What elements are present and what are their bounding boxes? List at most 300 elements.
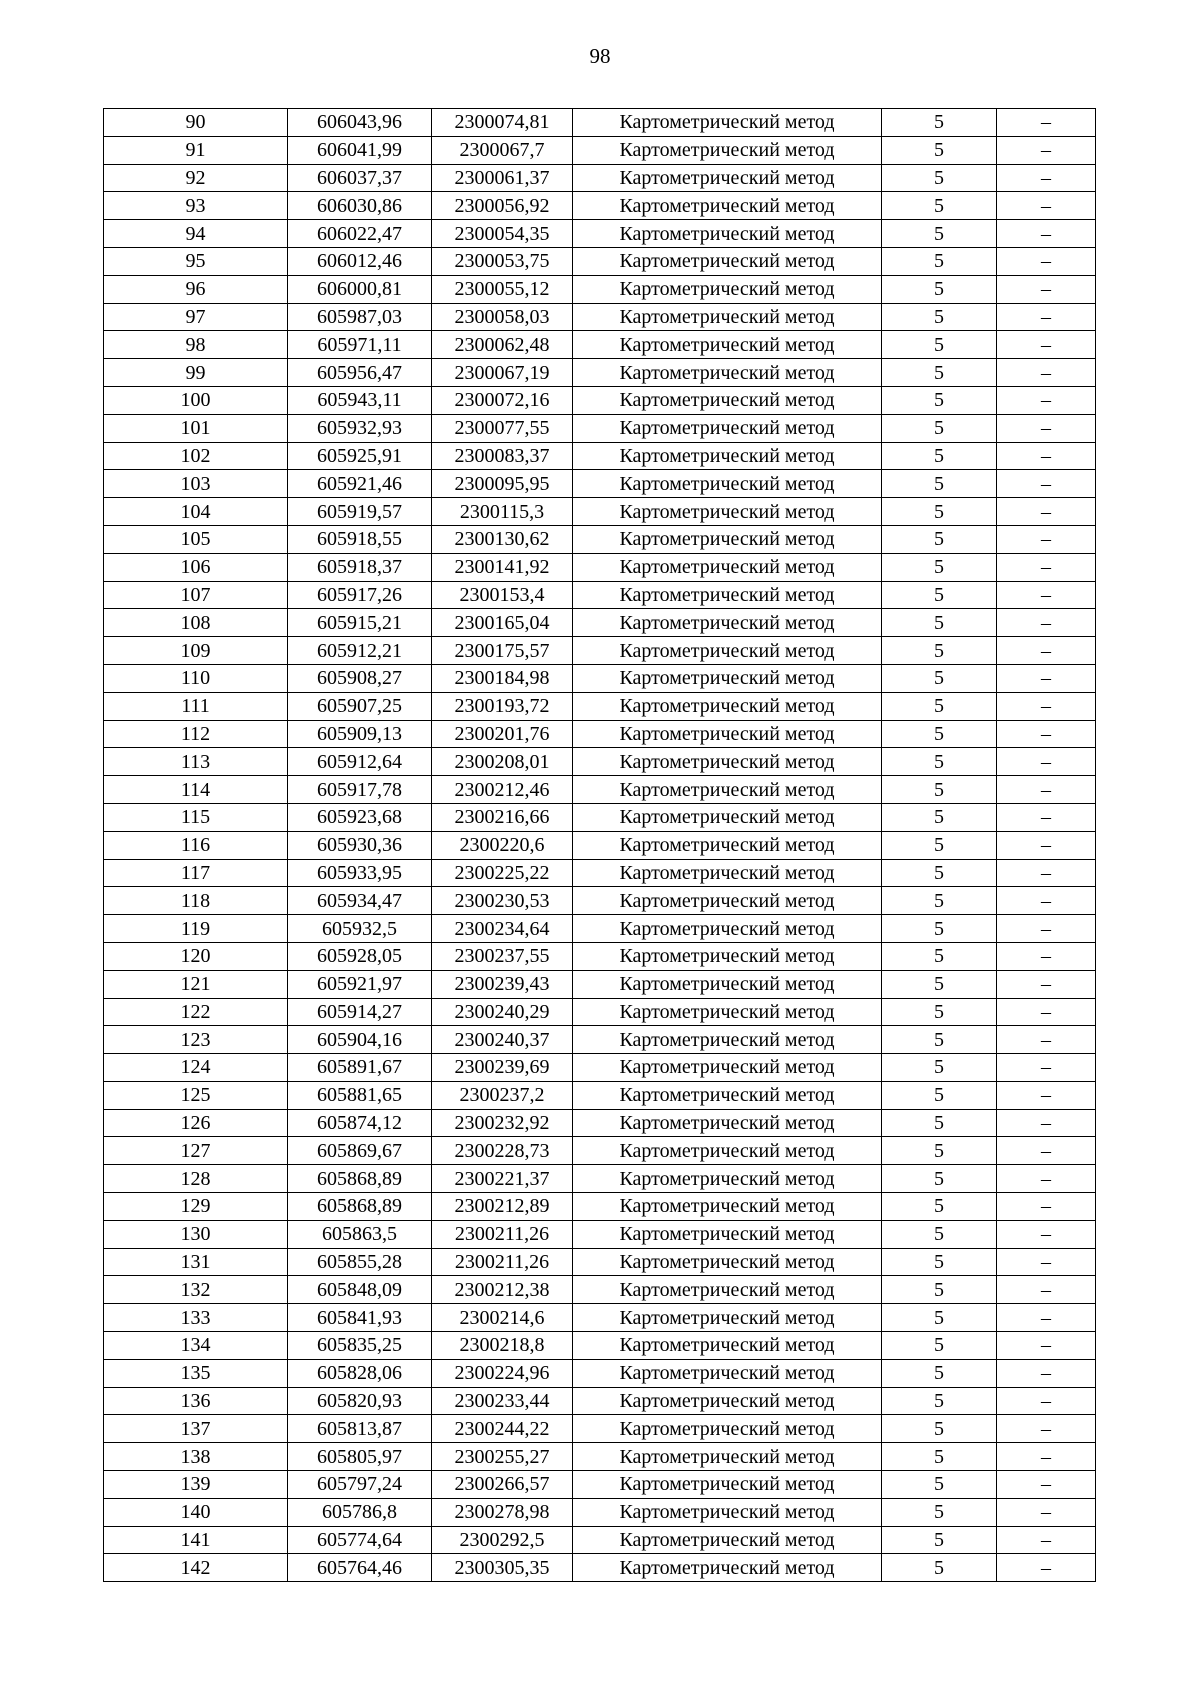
description-cell: – [997, 803, 1096, 831]
description-cell: – [997, 1193, 1096, 1221]
description-cell: – [997, 109, 1096, 137]
x-coordinate-cell: 605918,55 [288, 525, 432, 553]
x-coordinate-cell: 605925,91 [288, 442, 432, 470]
table-row [104, 1081, 1096, 1109]
x-coordinate-cell: 605932,93 [288, 414, 432, 442]
table-row [104, 1248, 1096, 1276]
description-cell: – [997, 1054, 1096, 1082]
table-row [104, 1415, 1096, 1443]
table-row [104, 164, 1096, 192]
table-row [104, 970, 1096, 998]
y-coordinate-cell: 2300208,01 [432, 748, 573, 776]
x-coordinate-cell: 605855,28 [288, 1248, 432, 1276]
method-cell: Картометрический метод [573, 1193, 882, 1221]
method-cell: Картометрический метод [573, 136, 882, 164]
table-row [104, 220, 1096, 248]
point-number-cell: 107 [104, 581, 288, 609]
y-coordinate-cell: 2300193,72 [432, 692, 573, 720]
accuracy-cell: 5 [882, 1443, 997, 1471]
accuracy-cell: 5 [882, 609, 997, 637]
accuracy-cell: 5 [882, 1165, 997, 1193]
table-row [104, 386, 1096, 414]
table-row [104, 664, 1096, 692]
description-cell: – [997, 136, 1096, 164]
accuracy-cell: 5 [882, 748, 997, 776]
table-row [104, 442, 1096, 470]
x-coordinate-cell: 606030,86 [288, 192, 432, 220]
table-row [104, 1137, 1096, 1165]
method-cell: Картометрический метод [573, 470, 882, 498]
accuracy-cell: 5 [882, 220, 997, 248]
table-row [104, 998, 1096, 1026]
table-row [104, 525, 1096, 553]
y-coordinate-cell: 2300211,26 [432, 1220, 573, 1248]
description-cell: – [997, 414, 1096, 442]
x-coordinate-cell: 605918,37 [288, 553, 432, 581]
y-coordinate-cell: 2300061,37 [432, 164, 573, 192]
description-cell: – [997, 637, 1096, 665]
method-cell: Картометрический метод [573, 1387, 882, 1415]
accuracy-cell: 5 [882, 1332, 997, 1360]
x-coordinate-cell: 605764,46 [288, 1554, 432, 1582]
y-coordinate-cell: 2300244,22 [432, 1415, 573, 1443]
accuracy-cell: 5 [882, 1498, 997, 1526]
description-cell: – [997, 1415, 1096, 1443]
method-cell: Картометрический метод [573, 553, 882, 581]
accuracy-cell: 5 [882, 1109, 997, 1137]
table-row [104, 1193, 1096, 1221]
accuracy-cell: 5 [882, 859, 997, 887]
page-number: 98 [589, 44, 611, 68]
table-row [104, 1443, 1096, 1471]
description-cell: – [997, 553, 1096, 581]
point-number-cell: 132 [104, 1276, 288, 1304]
description-cell: – [997, 1359, 1096, 1387]
accuracy-cell: 5 [882, 942, 997, 970]
accuracy-cell: 5 [882, 1415, 997, 1443]
accuracy-cell: 5 [882, 442, 997, 470]
x-coordinate-cell: 605786,8 [288, 1498, 432, 1526]
point-number-cell: 124 [104, 1054, 288, 1082]
point-number-cell: 96 [104, 275, 288, 303]
description-cell: – [997, 1471, 1096, 1499]
x-coordinate-cell: 605917,26 [288, 581, 432, 609]
method-cell: Картометрический метод [573, 498, 882, 526]
y-coordinate-cell: 2300115,3 [432, 498, 573, 526]
y-coordinate-cell: 2300053,75 [432, 247, 573, 275]
accuracy-cell: 5 [882, 1526, 997, 1554]
point-number-cell: 92 [104, 164, 288, 192]
description-cell: – [997, 275, 1096, 303]
point-number-cell: 91 [104, 136, 288, 164]
method-cell: Картометрический метод [573, 581, 882, 609]
method-cell: Картометрический метод [573, 803, 882, 831]
x-coordinate-cell: 605868,89 [288, 1193, 432, 1221]
y-coordinate-cell: 2300056,92 [432, 192, 573, 220]
accuracy-cell: 5 [882, 553, 997, 581]
x-coordinate-cell: 606012,46 [288, 247, 432, 275]
point-number-cell: 109 [104, 637, 288, 665]
y-coordinate-cell: 2300224,96 [432, 1359, 573, 1387]
y-coordinate-cell: 2300165,04 [432, 609, 573, 637]
method-cell: Картометрический метод [573, 664, 882, 692]
x-coordinate-cell: 605915,21 [288, 609, 432, 637]
point-number-cell: 127 [104, 1137, 288, 1165]
y-coordinate-cell: 2300175,57 [432, 637, 573, 665]
accuracy-cell: 5 [882, 1137, 997, 1165]
table-row [104, 581, 1096, 609]
point-number-cell: 135 [104, 1359, 288, 1387]
description-cell: – [997, 470, 1096, 498]
point-number-cell: 117 [104, 859, 288, 887]
x-coordinate-cell: 605919,57 [288, 498, 432, 526]
method-cell: Картометрический метод [573, 776, 882, 804]
y-coordinate-cell: 2300054,35 [432, 220, 573, 248]
y-coordinate-cell: 2300211,26 [432, 1248, 573, 1276]
table-row [104, 776, 1096, 804]
x-coordinate-cell: 605835,25 [288, 1332, 432, 1360]
table-row [104, 109, 1096, 137]
y-coordinate-cell: 2300240,37 [432, 1026, 573, 1054]
y-coordinate-cell: 2300305,35 [432, 1554, 573, 1582]
y-coordinate-cell: 2300212,38 [432, 1276, 573, 1304]
accuracy-cell: 5 [882, 720, 997, 748]
method-cell: Картометрический метод [573, 331, 882, 359]
y-coordinate-cell: 2300095,95 [432, 470, 573, 498]
x-coordinate-cell: 605934,47 [288, 887, 432, 915]
accuracy-cell: 5 [882, 887, 997, 915]
x-coordinate-cell: 606043,96 [288, 109, 432, 137]
method-cell: Картометрический метод [573, 247, 882, 275]
y-coordinate-cell: 2300212,46 [432, 776, 573, 804]
description-cell: – [997, 1220, 1096, 1248]
description-cell: – [997, 1443, 1096, 1471]
y-coordinate-cell: 2300067,19 [432, 359, 573, 387]
description-cell: – [997, 581, 1096, 609]
y-coordinate-cell: 2300201,76 [432, 720, 573, 748]
point-number-cell: 141 [104, 1526, 288, 1554]
point-number-cell: 121 [104, 970, 288, 998]
point-number-cell: 116 [104, 831, 288, 859]
y-coordinate-cell: 2300292,5 [432, 1526, 573, 1554]
point-number-cell: 103 [104, 470, 288, 498]
table-row [104, 1498, 1096, 1526]
y-coordinate-cell: 2300058,03 [432, 303, 573, 331]
y-coordinate-cell: 2300221,37 [432, 1165, 573, 1193]
table-row [104, 1220, 1096, 1248]
point-number-cell: 99 [104, 359, 288, 387]
description-cell: – [997, 331, 1096, 359]
point-number-cell: 119 [104, 915, 288, 943]
y-coordinate-cell: 2300266,57 [432, 1471, 573, 1499]
x-coordinate-cell: 605912,64 [288, 748, 432, 776]
y-coordinate-cell: 2300225,22 [432, 859, 573, 887]
point-number-cell: 105 [104, 525, 288, 553]
table-row [104, 748, 1096, 776]
x-coordinate-cell: 605914,27 [288, 998, 432, 1026]
x-coordinate-cell: 606022,47 [288, 220, 432, 248]
x-coordinate-cell: 605923,68 [288, 803, 432, 831]
table-row [104, 247, 1096, 275]
point-number-cell: 140 [104, 1498, 288, 1526]
y-coordinate-cell: 2300083,37 [432, 442, 573, 470]
y-coordinate-cell: 2300239,43 [432, 970, 573, 998]
x-coordinate-cell: 605987,03 [288, 303, 432, 331]
method-cell: Картометрический метод [573, 386, 882, 414]
table-row [104, 414, 1096, 442]
accuracy-cell: 5 [882, 776, 997, 804]
y-coordinate-cell: 2300255,27 [432, 1443, 573, 1471]
accuracy-cell: 5 [882, 386, 997, 414]
method-cell: Картометрический метод [573, 1276, 882, 1304]
description-cell: – [997, 915, 1096, 943]
method-cell: Картометрический метод [573, 192, 882, 220]
accuracy-cell: 5 [882, 637, 997, 665]
coordinates-table [103, 108, 1096, 1582]
y-coordinate-cell: 2300062,48 [432, 331, 573, 359]
table-row [104, 192, 1096, 220]
method-cell: Картометрический метод [573, 887, 882, 915]
point-number-cell: 138 [104, 1443, 288, 1471]
y-coordinate-cell: 2300141,92 [432, 553, 573, 581]
point-number-cell: 106 [104, 553, 288, 581]
x-coordinate-cell: 605841,93 [288, 1304, 432, 1332]
method-cell: Картометрический метод [573, 303, 882, 331]
description-cell: – [997, 1332, 1096, 1360]
accuracy-cell: 5 [882, 581, 997, 609]
point-number-cell: 131 [104, 1248, 288, 1276]
method-cell: Картометрический метод [573, 692, 882, 720]
point-number-cell: 139 [104, 1471, 288, 1499]
description-cell: – [997, 1554, 1096, 1582]
point-number-cell: 133 [104, 1304, 288, 1332]
point-number-cell: 93 [104, 192, 288, 220]
description-cell: – [997, 692, 1096, 720]
accuracy-cell: 5 [882, 1026, 997, 1054]
accuracy-cell: 5 [882, 1054, 997, 1082]
y-coordinate-cell: 2300233,44 [432, 1387, 573, 1415]
description-cell: – [997, 859, 1096, 887]
accuracy-cell: 5 [882, 998, 997, 1026]
method-cell: Картометрический метод [573, 970, 882, 998]
accuracy-cell: 5 [882, 331, 997, 359]
method-cell: Картометрический метод [573, 609, 882, 637]
y-coordinate-cell: 2300055,12 [432, 275, 573, 303]
x-coordinate-cell: 605805,97 [288, 1443, 432, 1471]
point-number-cell: 101 [104, 414, 288, 442]
table-row [104, 136, 1096, 164]
table-row [104, 1304, 1096, 1332]
method-cell: Картометрический метод [573, 1220, 882, 1248]
method-cell: Картометрический метод [573, 1109, 882, 1137]
description-cell: – [997, 1248, 1096, 1276]
method-cell: Картометрический метод [573, 942, 882, 970]
point-number-cell: 114 [104, 776, 288, 804]
x-coordinate-cell: 605904,16 [288, 1026, 432, 1054]
method-cell: Картометрический метод [573, 164, 882, 192]
x-coordinate-cell: 605863,5 [288, 1220, 432, 1248]
y-coordinate-cell: 2300130,62 [432, 525, 573, 553]
accuracy-cell: 5 [882, 359, 997, 387]
y-coordinate-cell: 2300067,7 [432, 136, 573, 164]
table-row [104, 637, 1096, 665]
table-row [104, 831, 1096, 859]
method-cell: Картометрический метод [573, 859, 882, 887]
point-number-cell: 108 [104, 609, 288, 637]
table-row [104, 331, 1096, 359]
x-coordinate-cell: 605932,5 [288, 915, 432, 943]
description-cell: – [997, 831, 1096, 859]
table-row [104, 303, 1096, 331]
x-coordinate-cell: 606041,99 [288, 136, 432, 164]
description-cell: – [997, 359, 1096, 387]
y-coordinate-cell: 2300240,29 [432, 998, 573, 1026]
y-coordinate-cell: 2300212,89 [432, 1193, 573, 1221]
accuracy-cell: 5 [882, 303, 997, 331]
table-row [104, 1332, 1096, 1360]
table-row [104, 1387, 1096, 1415]
description-cell: – [997, 1498, 1096, 1526]
table-row [104, 1026, 1096, 1054]
method-cell: Картометрический метод [573, 442, 882, 470]
x-coordinate-cell: 605881,65 [288, 1081, 432, 1109]
accuracy-cell: 5 [882, 164, 997, 192]
accuracy-cell: 5 [882, 247, 997, 275]
description-cell: – [997, 664, 1096, 692]
x-coordinate-cell: 605848,09 [288, 1276, 432, 1304]
description-cell: – [997, 1526, 1096, 1554]
table-row [104, 887, 1096, 915]
point-number-cell: 120 [104, 942, 288, 970]
description-cell: – [997, 498, 1096, 526]
accuracy-cell: 5 [882, 414, 997, 442]
point-number-cell: 128 [104, 1165, 288, 1193]
accuracy-cell: 5 [882, 525, 997, 553]
table-row [104, 1109, 1096, 1137]
description-cell: – [997, 164, 1096, 192]
method-cell: Картометрический метод [573, 220, 882, 248]
description-cell: – [997, 1387, 1096, 1415]
method-cell: Картометрический метод [573, 359, 882, 387]
description-cell: – [997, 970, 1096, 998]
description-cell: – [997, 1081, 1096, 1109]
accuracy-cell: 5 [882, 498, 997, 526]
x-coordinate-cell: 605909,13 [288, 720, 432, 748]
y-coordinate-cell: 2300216,66 [432, 803, 573, 831]
description-cell: – [997, 942, 1096, 970]
accuracy-cell: 5 [882, 803, 997, 831]
method-cell: Картометрический метод [573, 525, 882, 553]
description-cell: – [997, 247, 1096, 275]
method-cell: Картометрический метод [573, 109, 882, 137]
y-coordinate-cell: 2300184,98 [432, 664, 573, 692]
method-cell: Картометрический метод [573, 1332, 882, 1360]
table-row [104, 803, 1096, 831]
description-cell: – [997, 1304, 1096, 1332]
y-coordinate-cell: 2300074,81 [432, 109, 573, 137]
description-cell: – [997, 748, 1096, 776]
table-row [104, 720, 1096, 748]
x-coordinate-cell: 605907,25 [288, 692, 432, 720]
point-number-cell: 137 [104, 1415, 288, 1443]
point-number-cell: 98 [104, 331, 288, 359]
accuracy-cell: 5 [882, 1276, 997, 1304]
x-coordinate-cell: 605874,12 [288, 1109, 432, 1137]
y-coordinate-cell: 2300237,55 [432, 942, 573, 970]
x-coordinate-cell: 605943,11 [288, 386, 432, 414]
point-number-cell: 130 [104, 1220, 288, 1248]
description-cell: – [997, 609, 1096, 637]
description-cell: – [997, 720, 1096, 748]
accuracy-cell: 5 [882, 1359, 997, 1387]
accuracy-cell: 5 [882, 970, 997, 998]
table-row [104, 1554, 1096, 1582]
method-cell: Картометрический метод [573, 1443, 882, 1471]
point-number-cell: 111 [104, 692, 288, 720]
point-number-cell: 112 [104, 720, 288, 748]
x-coordinate-cell: 605921,46 [288, 470, 432, 498]
point-number-cell: 134 [104, 1332, 288, 1360]
accuracy-cell: 5 [882, 915, 997, 943]
y-coordinate-cell: 2300220,6 [432, 831, 573, 859]
table-row [104, 359, 1096, 387]
x-coordinate-cell: 605891,67 [288, 1054, 432, 1082]
method-cell: Картометрический метод [573, 720, 882, 748]
description-cell: – [997, 1276, 1096, 1304]
point-number-cell: 115 [104, 803, 288, 831]
method-cell: Картометрический метод [573, 1165, 882, 1193]
description-cell: – [997, 220, 1096, 248]
point-number-cell: 129 [104, 1193, 288, 1221]
table-row [104, 942, 1096, 970]
method-cell: Картометрический метод [573, 998, 882, 1026]
y-coordinate-cell: 2300278,98 [432, 1498, 573, 1526]
description-cell: – [997, 1109, 1096, 1137]
point-number-cell: 142 [104, 1554, 288, 1582]
table-row [104, 1471, 1096, 1499]
table-row [104, 1526, 1096, 1554]
point-number-cell: 125 [104, 1081, 288, 1109]
x-coordinate-cell: 605933,95 [288, 859, 432, 887]
method-cell: Картометрический метод [573, 1304, 882, 1332]
point-number-cell: 95 [104, 247, 288, 275]
accuracy-cell: 5 [882, 1220, 997, 1248]
table-row [104, 609, 1096, 637]
y-coordinate-cell: 2300230,53 [432, 887, 573, 915]
description-cell: – [997, 887, 1096, 915]
x-coordinate-cell: 605917,78 [288, 776, 432, 804]
x-coordinate-cell: 605928,05 [288, 942, 432, 970]
x-coordinate-cell: 605813,87 [288, 1415, 432, 1443]
accuracy-cell: 5 [882, 664, 997, 692]
method-cell: Картометрический метод [573, 1359, 882, 1387]
y-coordinate-cell: 2300218,8 [432, 1332, 573, 1360]
y-coordinate-cell: 2300153,4 [432, 581, 573, 609]
accuracy-cell: 5 [882, 109, 997, 137]
y-coordinate-cell: 2300232,92 [432, 1109, 573, 1137]
method-cell: Картометрический метод [573, 748, 882, 776]
x-coordinate-cell: 606037,37 [288, 164, 432, 192]
x-coordinate-cell: 605868,89 [288, 1165, 432, 1193]
point-number-cell: 122 [104, 998, 288, 1026]
x-coordinate-cell: 605921,97 [288, 970, 432, 998]
point-number-cell: 90 [104, 109, 288, 137]
accuracy-cell: 5 [882, 1554, 997, 1582]
point-number-cell: 113 [104, 748, 288, 776]
y-coordinate-cell: 2300234,64 [432, 915, 573, 943]
description-cell: – [997, 1137, 1096, 1165]
table-row [104, 553, 1096, 581]
